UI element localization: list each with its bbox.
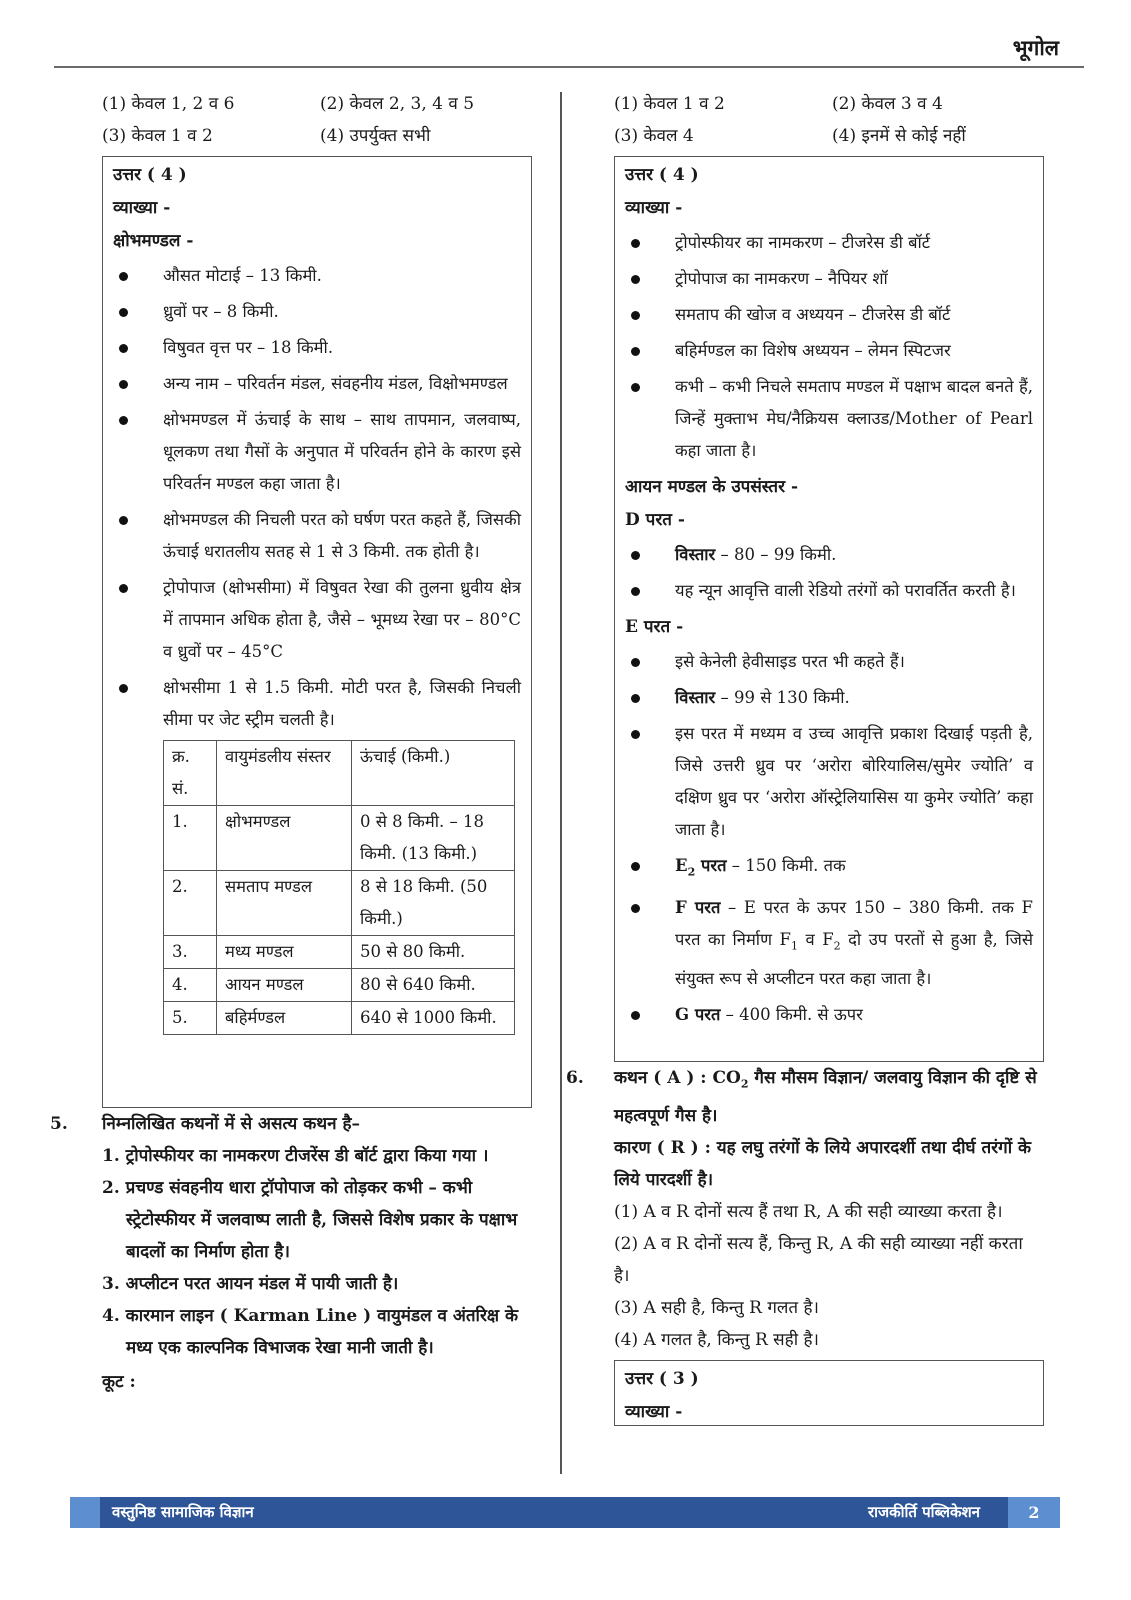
table-header: वायुमंडलीय संस्तर: [217, 741, 352, 806]
d-layer-title: D परत -: [625, 510, 685, 530]
option-4: (4) उपर्युक्त सभी: [320, 126, 431, 146]
bullet-item: ट्रोपोपाज का नामकरण – नैपियर शॉ: [625, 263, 1033, 295]
question-number: 5.: [50, 1114, 68, 1134]
option-3: (3) A सही है, किन्तु R गलत है।: [614, 1298, 819, 1319]
bullet-item: समताप की खोज व अध्ययन – टीजरेस डी बॉर्ट: [625, 299, 1033, 331]
table-cell: 1.: [164, 806, 217, 871]
bullet-item: [625, 718, 1033, 846]
bullet-text: दो उप परतों से हुआ है, जिसे संयुक्त रूप से अप्लीटन परत कहा जाता है।: [675, 930, 1033, 988]
bullet-text: इसे केनेली हेवीसाइड परत भी कहते हैं।: [675, 652, 905, 671]
option-4: (4) A गलत है, किन्तु R सही है।: [614, 1330, 819, 1351]
table-cell: बहिर्मण्डल: [217, 1002, 352, 1035]
option-2: (2) A व R दोनों सत्य हैं, किन्तु R, A की सही व्याख्या नहीं करता है।: [614, 1234, 1023, 1287]
table-cell: 4.: [164, 969, 217, 1002]
bullet-text: इस परत में मध्यम व उच्च आवृत्ति प्रकाश दिखाई पड़ती है, जिसे उत्तरी ध्रुव पर ‘अरोरा बोरियालिस/सुमेर ज्योति’ व दक्षिण ध्रुव पर ‘अरोरा ऑस्ट्रेलियासिस या कुमेर ज्योति’ कहा जाता है।: [675, 724, 1033, 839]
option-3: (3) केवल 1 व 2: [102, 126, 213, 146]
bullet-item: क्षोभसीमा 1 से 1.5 किमी. मोटी परत है, जिसकी निचली सीमा पर जेट स्ट्रीम चलती है।: [113, 672, 521, 736]
table-cell: 3.: [164, 936, 217, 969]
option-1: (1) केवल 1, 2 व 6: [102, 94, 235, 114]
layer-subscript: 2: [687, 865, 696, 879]
table-cell: 0 से 8 किमी. – 18 किमी. (13 किमी.): [352, 806, 515, 871]
bullet-item: कभी – कभी निचले समताप मण्डल में पक्षाभ बादल बनते हैं, जिन्हें मुक्ताभ मेघ/नैक्रियस क्लाउड/Mother of Pearl कहा जाता है।: [625, 371, 1033, 467]
assertion-text: गैस मौसम विज्ञान/ जलवायु विज्ञान की दृष्टि से महत्वपूर्ण गैस है।: [614, 1068, 1037, 1127]
option-3: (3) केवल 4: [614, 126, 694, 146]
answer-box: [614, 156, 1044, 1062]
table-cell: मध्य मण्डल: [217, 936, 352, 969]
publisher-name: राजकीर्ति पब्लिकेशन: [867, 1503, 980, 1521]
bullet-text: – E परत के ऊपर 150 – 380 किमी. तक F परत का निर्माण F: [675, 898, 1033, 950]
statement-item: 3. अप्लीटन परत आयन मंडल में पायी जाती है।: [102, 1274, 399, 1294]
table-cell: 5.: [164, 1002, 217, 1035]
bullet-item: [625, 682, 1033, 714]
table-cell: समताप मण्डल: [217, 871, 352, 936]
layer-letter: E: [675, 856, 688, 875]
bullet-text: व F: [797, 930, 834, 950]
table-row: [164, 806, 515, 871]
bullet-item: ट्रोपोपाज (क्षोभसीमा) में विषुवत रेखा की तुलना ध्रुवीय क्षेत्र में तापमान अधिक होता है, जैसे – भूमध्य रेखा पर – 80°C व ध्रुवों पर – 45°C: [113, 572, 521, 668]
bullet-item: औसत मोटाई – 13 किमी.: [113, 260, 521, 292]
section-title: क्षोभमण्डल -: [113, 231, 194, 251]
table-header: ऊंचाई (किमी.): [352, 741, 515, 806]
answer-box: [614, 1360, 1044, 1426]
ionosphere-title: आयन मण्डल के उपसंस्तर -: [625, 477, 799, 497]
bullet-bold: विस्तार: [675, 688, 716, 707]
table-cell: 80 से 640 किमी.: [352, 969, 515, 1002]
code-label: कूट :: [102, 1372, 136, 1392]
left-column: [102, 88, 542, 1108]
table-cell: 8 से 18 किमी. (50 किमी.): [352, 871, 515, 936]
bullet-text: – 80 – 99 किमी.: [715, 545, 837, 564]
table-cell: आयन मण्डल: [217, 969, 352, 1002]
table-row: [164, 969, 515, 1002]
bullet-text: यह न्यून आवृत्ति वाली रेडियो तरंगों को परावर्तित करती है।: [675, 581, 1016, 600]
bullet-item: विषुवत वृत्त पर – 18 किमी.: [113, 332, 521, 364]
option-2: (2) केवल 3 व 4: [832, 94, 943, 114]
subscript: 1: [790, 939, 798, 953]
option-1: (1) A व R दोनों सत्य हैं तथा R, A की सही व्याख्या करता है।: [614, 1202, 1003, 1223]
answer-box: [102, 156, 532, 1108]
bullet-text: – 400 किमी. से ऊपर: [720, 1004, 863, 1024]
question-6: [614, 1062, 1042, 1426]
bullet-item: क्षोभमण्डल की निचली परत को घर्षण परत कहते हैं, जिसकी ऊंचाई धरातलीय सतह से 1 से 3 किमी. तक होती है।: [113, 504, 521, 568]
subject-header: भूगोल: [1012, 35, 1059, 60]
subscript: 2: [833, 939, 841, 953]
table-cell: 50 से 80 किमी.: [352, 936, 515, 969]
bullet-text: – 150 किमी. तक: [726, 856, 846, 875]
statement-item: 1. ट्रोपोस्फीयर का नामकरण टीजरेंस डी बॉर्ट द्वारा किया गया ।: [102, 1146, 489, 1166]
bullet-item: ट्रोपोस्फीयर का नामकरण – टीजरेस डी बॉर्ट: [625, 227, 1033, 259]
explanation-label: व्याख्या -: [113, 198, 171, 218]
footer-accent-block: [70, 1497, 100, 1528]
table-header: क्र. सं.: [164, 741, 217, 806]
question-text: निम्नलिखित कथनों में से असत्य कथन है–: [102, 1114, 361, 1134]
option-2: (2) केवल 2, 3, 4 व 5: [320, 94, 475, 114]
question-5: [102, 1108, 532, 1398]
book-title: वस्तुनिष्ठ सामाजिक विज्ञान: [112, 1503, 254, 1521]
question-number: 6.: [566, 1068, 584, 1088]
statement-item: 4. कारमान लाइन ( Karman Line ) वायुमंडल व अंतरिक्ष के मध्य एक काल्पनिक विभाजक रेखा मानी जाती है।: [102, 1306, 519, 1358]
footer-band: [70, 1497, 1060, 1528]
answer-label: उत्तर ( 4 ): [113, 165, 187, 185]
table-row: [164, 1002, 515, 1035]
page-number: 2: [1008, 1497, 1060, 1528]
answer-label: उत्तर ( 4 ): [625, 165, 699, 185]
bullet-item: [625, 999, 1033, 1031]
explanation-label: व्याख्या -: [625, 1402, 683, 1423]
bullet-bold: F परत: [675, 898, 721, 918]
bullet-bold: [675, 856, 727, 879]
bullet-item: [625, 892, 1033, 994]
bullet-item: [625, 646, 1033, 678]
bullet-item: [625, 539, 1033, 571]
subscript: 2: [740, 1077, 749, 1091]
statement-item: 2. प्रचण्ड संवहनीय धारा ट्रॉपोपाज को तोड़कर कभी – कभी स्ट्रेटोस्फीयर में जलवाष्प लाती है, जिससे विशेष प्रकार के पक्षाभ बादलों का निर्माण होता है।: [102, 1178, 518, 1262]
bullet-text: – 99 से 130 किमी.: [715, 688, 850, 707]
bullet-bold: विस्तार: [675, 545, 716, 564]
bullet-item: बहिर्मण्डल का विशेष अध्ययन – लेमन स्पिटजर: [625, 335, 1033, 367]
prev-question-options: [102, 88, 542, 154]
option-4: (4) इनमें से कोई नहीं: [832, 126, 966, 146]
layer-word: परत: [695, 856, 727, 875]
assertion-text: कथन ( A ) : CO: [614, 1068, 741, 1088]
table-row: [164, 871, 515, 936]
table-cell: क्षोभमण्डल: [217, 806, 352, 871]
right-column: [614, 88, 1054, 1062]
atmosphere-layers-table: [163, 740, 515, 1035]
explanation-label: व्याख्या -: [625, 198, 683, 218]
option-1: (1) केवल 1 व 2: [614, 94, 725, 114]
table-cell: 640 से 1000 किमी.: [352, 1002, 515, 1035]
bullet-item: [625, 850, 1033, 888]
header-rule: [54, 66, 1084, 68]
column-divider: [560, 92, 562, 1474]
table-row: [164, 936, 515, 969]
bullet-item: अन्य नाम – परिवर्तन मंडल, संवहनीय मंडल, विक्षोभमण्डल: [113, 368, 521, 400]
e-layer-title: E परत -: [625, 617, 684, 637]
prev-question-options: [614, 88, 1054, 154]
bullet-item: ध्रुवों पर – 8 किमी.: [113, 296, 521, 328]
table-header-row: [164, 741, 515, 806]
bullet-item: [625, 575, 1033, 607]
reason: कारण ( R ) : यह लघु तरंगों के लिये अपारदर्शी तथा दीर्घ तरंगों के लिये पारदर्शी है।: [614, 1138, 1032, 1191]
table-cell: 2.: [164, 871, 217, 936]
answer-label: उत्तर ( 3 ): [625, 1369, 699, 1390]
bullet-bold: G परत: [675, 1004, 721, 1024]
bullet-item: क्षोभमण्डल में ऊंचाई के साथ – साथ तापमान, जलवाष्प, धूलकण तथा गैसों के अनुपात में परिवर्तन होने के कारण इसे परिवर्तन मण्डल कहा जाता है।: [113, 404, 521, 500]
assertion: [614, 1062, 1042, 1132]
